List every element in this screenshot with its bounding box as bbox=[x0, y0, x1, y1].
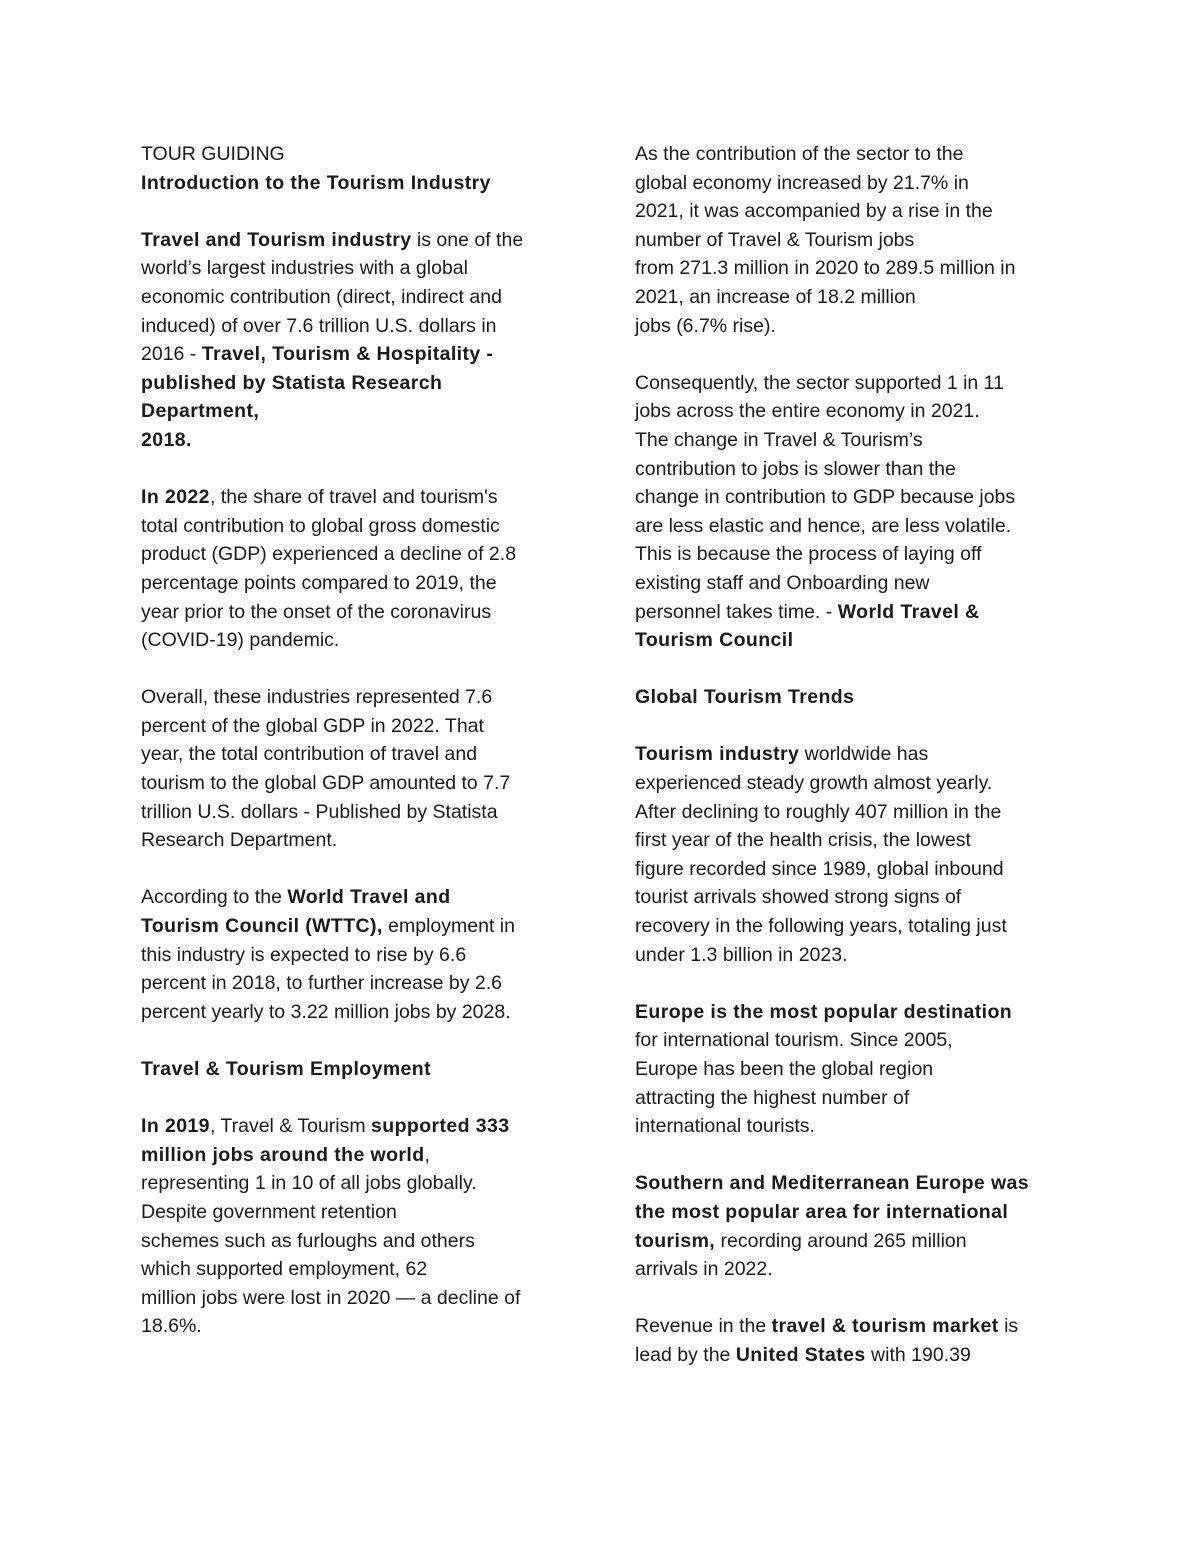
text-line: attracting the highest number of bbox=[635, 1086, 910, 1109]
paragraph-mediterranean bbox=[635, 1169, 1065, 1283]
text-line: The change in Travel & Tourism’s bbox=[635, 428, 923, 451]
text-line: representing 1 in 10 of all jobs globally. bbox=[141, 1172, 477, 1195]
text-line: induced) of over 7.6 trillion U.S. dollars in bbox=[141, 314, 497, 337]
bold-phrase: In 2022 bbox=[141, 486, 210, 509]
text-line: This is because the process of laying off bbox=[635, 543, 982, 566]
text-line: number of Travel & Tourism jobs bbox=[635, 228, 915, 251]
text-line: first year of the health crisis, the lowest bbox=[635, 829, 971, 852]
text-line: from 271.3 million in 2020 to 289.5 million in bbox=[635, 257, 1016, 280]
paragraph-wttc-forecast bbox=[141, 883, 571, 1026]
paragraph-economy-jobs bbox=[635, 140, 1065, 340]
text-run: Revenue in the bbox=[635, 1315, 772, 1338]
bold-phrase: In 2019 bbox=[141, 1115, 210, 1138]
text-line: trillion U.S. dollars - Published by Statista bbox=[141, 800, 498, 823]
text-line: 2021, an increase of 18.2 million bbox=[635, 285, 916, 308]
citation-source: Department, bbox=[141, 400, 260, 423]
section-heading-trends: Global Tourism Trends bbox=[635, 686, 855, 709]
paragraph-gap bbox=[635, 969, 1065, 998]
bold-phrase: World Travel and bbox=[287, 886, 451, 909]
right-column bbox=[635, 140, 1065, 1370]
text-line: for international tourism. Since 2005, bbox=[635, 1029, 953, 1052]
citation-source: Tourism Council bbox=[635, 629, 794, 652]
text-line: schemes such as furloughs and others bbox=[141, 1229, 475, 1252]
text-line: under 1.3 billion in 2023. bbox=[635, 943, 848, 966]
text-line bbox=[141, 226, 571, 255]
paragraph-gdp-share bbox=[141, 483, 571, 655]
bold-phrase: Europe is the most popular destination bbox=[635, 1000, 1013, 1023]
text-line: Research Department. bbox=[141, 829, 338, 852]
text-line: which supported employment, 62 bbox=[141, 1258, 428, 1281]
text-line bbox=[635, 1341, 1065, 1370]
text-run: , the share of travel and tourism's bbox=[209, 486, 498, 509]
bold-phrase: United States bbox=[735, 1343, 866, 1366]
paragraph-industry-overview bbox=[141, 226, 571, 455]
text-run: , bbox=[424, 1143, 430, 1166]
paragraph-gap bbox=[141, 197, 571, 226]
text-line: international tourists. bbox=[635, 1115, 815, 1138]
text-line bbox=[635, 598, 1065, 627]
text-line: Europe has been the global region bbox=[635, 1058, 934, 1080]
paragraph-gap bbox=[141, 655, 571, 684]
text-line: million jobs were lost in 2020 — a decline of bbox=[141, 1286, 521, 1309]
text-line: percent of the global GDP in 2022. That bbox=[141, 714, 484, 737]
paragraph-gap bbox=[141, 455, 571, 484]
bold-phrase: Southern and Mediterranean Europe was bbox=[635, 1172, 1030, 1195]
paragraph-gap bbox=[635, 655, 1065, 684]
text-line bbox=[635, 1227, 1065, 1256]
bold-phrase: Tourism Council (WTTC), bbox=[141, 915, 383, 938]
bold-phrase: tourism, bbox=[635, 1229, 716, 1252]
paragraph-gap bbox=[141, 1084, 571, 1113]
text-line: As the contribution of the sector to the bbox=[635, 143, 964, 165]
left-column bbox=[141, 140, 571, 1341]
text-run: is one of the bbox=[411, 228, 524, 251]
text-line bbox=[635, 1312, 1065, 1341]
text-line: experienced steady growth almost yearly. bbox=[635, 772, 993, 795]
text-line: tourism to the global GDP amounted to 7.7 bbox=[141, 772, 511, 795]
bold-phrase: Travel and Tourism industry bbox=[141, 228, 412, 251]
text-line bbox=[635, 740, 1065, 769]
text-run: with 190.39 bbox=[865, 1343, 971, 1366]
paragraph-gdp-contribution bbox=[141, 683, 571, 855]
text-run: recording around 265 million bbox=[715, 1229, 967, 1252]
text-line bbox=[141, 1141, 571, 1170]
text-line: economic contribution (direct, indirect and bbox=[141, 285, 502, 308]
paragraph-gap bbox=[635, 1284, 1065, 1313]
text-run: worldwide has bbox=[799, 743, 929, 766]
text-run: employment in bbox=[382, 915, 515, 938]
text-line bbox=[141, 1112, 571, 1141]
text-line: percent in 2018, to further increase by 2.6 bbox=[141, 972, 502, 995]
text-run: , Travel & Tourism bbox=[209, 1115, 372, 1138]
text-line: (COVID-19) pandemic. bbox=[141, 629, 340, 652]
text-line: product (GDP) experienced a decline of 2.8 bbox=[141, 543, 517, 566]
text-run: personnel takes time. - bbox=[635, 600, 838, 623]
paragraph-arrivals bbox=[635, 740, 1065, 969]
text-line: 2021, it was accompanied by a rise in the bbox=[635, 200, 993, 223]
text-line: are less elastic and hence, are less volatile. bbox=[635, 514, 1012, 537]
text-line: year, the total contribution of travel and bbox=[141, 743, 478, 766]
text-line bbox=[141, 912, 571, 941]
citation-source: Travel, Tourism & Hospitality - bbox=[201, 343, 494, 366]
text-line: this industry is expected to rise by 6.6 bbox=[141, 943, 467, 966]
text-line: percent yearly to 3.22 million jobs by 2028. bbox=[141, 1000, 511, 1023]
text-line bbox=[141, 340, 571, 369]
text-line bbox=[141, 883, 571, 912]
text-line: jobs (6.7% rise). bbox=[635, 314, 776, 337]
text-run: 2016 - bbox=[141, 343, 202, 366]
text-line: world’s largest industries with a global bbox=[141, 257, 468, 280]
text-line: figure recorded since 1989, global inbound bbox=[635, 857, 1004, 880]
text-line: jobs across the entire economy in 2021. bbox=[635, 400, 980, 423]
paragraph-gap bbox=[635, 1141, 1065, 1170]
text-line: Consequently, the sector supported 1 in 11 bbox=[635, 371, 1004, 394]
section-heading-introduction: Introduction to the Tourism Industry bbox=[141, 171, 491, 194]
paragraph-jobs-elasticity bbox=[635, 369, 1065, 655]
text-line bbox=[141, 483, 571, 512]
paragraph-employment-2019 bbox=[141, 1112, 571, 1341]
text-line: tourist arrivals showed strong signs of bbox=[635, 886, 962, 909]
text-line: total contribution to global gross domestic bbox=[141, 514, 500, 537]
paragraph-europe bbox=[635, 998, 1065, 1141]
text-line: 18.6%. bbox=[141, 1315, 202, 1338]
text-run: lead by the bbox=[635, 1343, 736, 1366]
text-line: existing staff and Onboarding new bbox=[635, 571, 930, 594]
paragraph-gap bbox=[635, 340, 1065, 369]
paragraph-gap bbox=[635, 712, 1065, 741]
text-line: Despite government retention bbox=[141, 1200, 397, 1223]
text-run: is bbox=[998, 1315, 1019, 1338]
paragraph-revenue bbox=[635, 1312, 1065, 1369]
text-line: year prior to the onset of the coronavirus bbox=[141, 600, 492, 623]
paragraph-gap bbox=[141, 855, 571, 884]
text-line: contribution to jobs is slower than the bbox=[635, 457, 956, 480]
bold-phrase: supported 333 bbox=[371, 1115, 510, 1138]
bold-phrase: million jobs around the world bbox=[141, 1143, 425, 1166]
text-run: According to the bbox=[141, 886, 288, 909]
text-line: percentage points compared to 2019, the bbox=[141, 571, 497, 594]
citation-source: World Travel & bbox=[837, 600, 980, 623]
section-heading-employment: Travel & Tourism Employment bbox=[141, 1058, 432, 1080]
bold-phrase: Tourism industry bbox=[635, 743, 800, 766]
paragraph-gap bbox=[141, 1026, 571, 1055]
citation-year: 2018. bbox=[141, 428, 192, 451]
text-line: change in contribution to GDP because jobs bbox=[635, 486, 1016, 509]
text-line: global economy increased by 21.7% in bbox=[635, 171, 969, 194]
text-line: arrivals in 2022. bbox=[635, 1258, 773, 1281]
text-line: Overall, these industries represented 7.6 bbox=[141, 686, 493, 709]
text-line: recovery in the following years, totaling just bbox=[635, 915, 1007, 938]
bold-phrase: the most popular area for international bbox=[635, 1200, 1009, 1223]
bold-phrase: travel & tourism market bbox=[771, 1315, 999, 1338]
text-line: After declining to roughly 407 million in the bbox=[635, 800, 1002, 823]
document-title: TOUR GUIDING bbox=[141, 143, 285, 165]
citation-source: published by Statista Research bbox=[141, 371, 443, 394]
